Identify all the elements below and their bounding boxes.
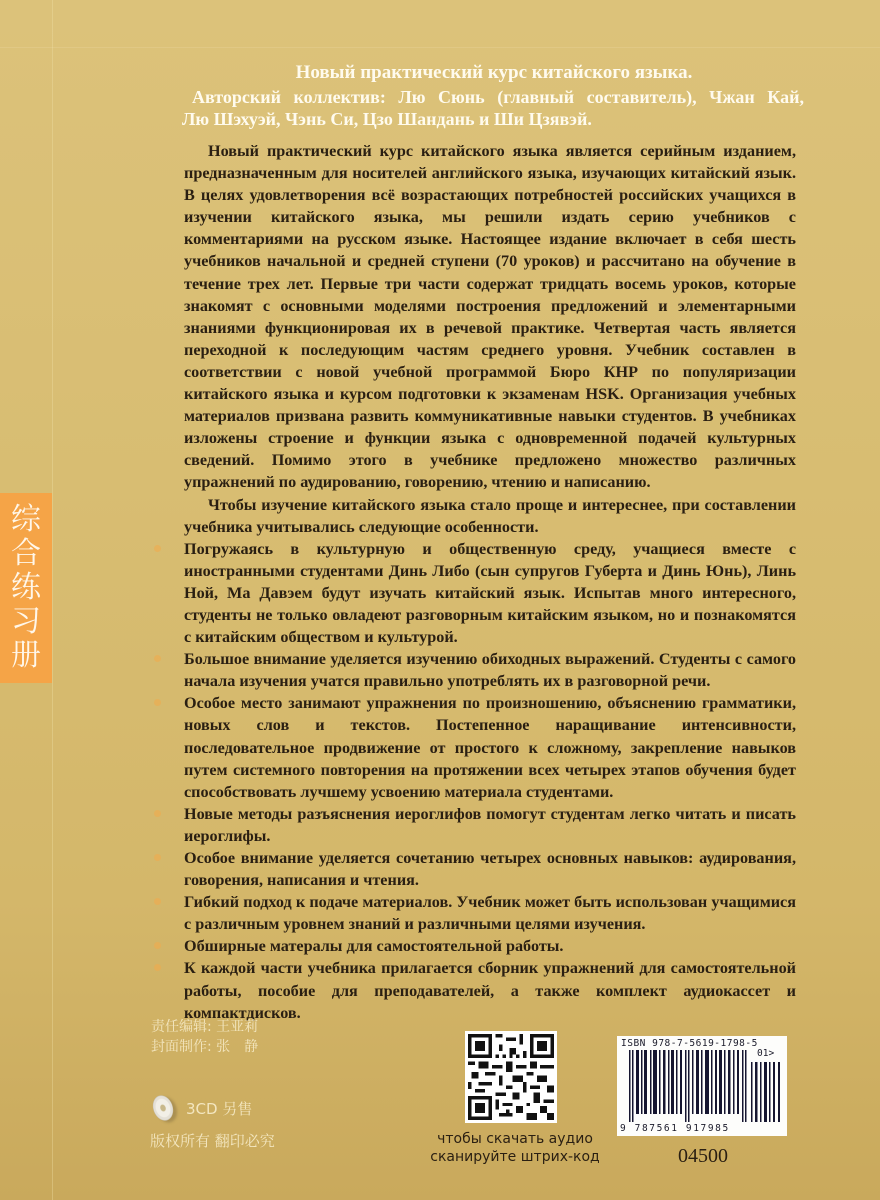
features-intro-paragraph: Чтобы изучение китайского языка стало проще и интереснее, при составлении учебника учитывались следующие особенности.	[184, 495, 796, 536]
side-tab-char: 合	[11, 536, 41, 571]
qr-caption	[425, 1130, 605, 1166]
intro-paragraph: Новый практический курс китайского языка является серийным изданием, предназначенным для носителей английского языка, изучающих китайский язык. В целях удовлетворения всё возрастающих потребностей российских учащихся в изучении китайского языка, мы решили издать серию учебников с комментариями на русском языке. Настоящее издание включает в себя шесть учебников начальной и средней ступени (70 уроков) и рассчитано на обучение в течение трех лет. Первые три части содержат тридцать восемь уроков, которые знакомят с основными моделями построения предложений и элементарными знаниями функционировая их в речевой практике. Четвертая часть является переходной к последующим частям среднего уровня. Учебник составлен в соответствии с новой учебной программой Бюро КНР по популяризации китайского языка и курсом подготовки к экзаменам HSK. Организация учебных материалов призвана развить коммуникативные навыки студентов. В учебниках изложены строение и функции языка с одновременной подачей культурных сведений. Помимо этого в учебнике предложено множество различных упражнений по аудированию, говорению, чтению и написанию.	[184, 142, 796, 492]
barcode-digits: 9 787561 917985	[620, 1123, 730, 1134]
editor-credit: 责任编辑: 王亚莉	[151, 1019, 259, 1035]
copyright-notice: 版权所有 翻印必究	[150, 1132, 275, 1150]
feature-item	[184, 891, 796, 935]
isbn-barcode	[617, 1036, 787, 1136]
feature-text: Особое место занимают упражнения по произношению, объяснению грамматики, новых слов и текстов. Постепенное наращивание интенсивности, последовательное продвижение от простого к сложному, закрепление навыков путем системного повторения на протяжении всех четырех этапов обучения будет способствовать лучшему усвоению материала студентами.	[184, 694, 796, 801]
feature-item	[184, 648, 796, 692]
feature-text: Новые методы разъяснения иероглифов помогут студентам легко читать и писать иероглифы.	[184, 804, 796, 845]
authors-line-1: Авторский коллектив: Лю Сюнь (главный составитель), Чжан Кай,	[192, 87, 804, 107]
spine-fold-line	[52, 0, 53, 1200]
side-tab-char: 习	[11, 604, 41, 639]
barcode-addon-number: 01>	[757, 1048, 775, 1059]
bullet-dot-icon	[154, 699, 161, 706]
barcode-bars-icon	[629, 1050, 747, 1122]
feature-text: Особое внимание уделяется сочетанию четырех основных навыков: аудирования, говорения, написания и чтения.	[184, 849, 796, 890]
qr-code-graphic	[468, 1034, 554, 1120]
feature-item	[184, 935, 796, 957]
bullet-dot-icon	[154, 942, 161, 949]
cd-label: 3CD 另售	[186, 1099, 253, 1118]
qr-code-icon[interactable]	[465, 1031, 557, 1123]
feature-text: Гибкий подход к подаче материалов. Учебник может быть использован учащимися с различным уровнем знаний и различными целями изучения.	[184, 893, 796, 934]
bullet-dot-icon	[154, 964, 161, 971]
qr-caption-line-1: чтобы скачать аудио	[437, 1131, 593, 1147]
bullet-dot-icon	[154, 655, 161, 662]
cd-disc-icon	[149, 1092, 176, 1123]
cover-header	[184, 62, 804, 130]
top-fold-line	[0, 47, 880, 48]
feature-text: Большое внимание уделяется изучению обиходных выражений. Студенты с самого начала изучения учатся правильно употреблять их в разговорной речи.	[184, 650, 796, 691]
authors-line-2: Лю Шэхуэй, Чэнь Си, Цзо Шандань и Ши Цзявэй.	[182, 109, 592, 129]
side-tab-char: 练	[11, 570, 41, 605]
side-tab-char: 册	[11, 638, 41, 673]
cd-notice	[150, 1095, 252, 1121]
side-tab-char: 综	[11, 502, 41, 537]
bullet-dot-icon	[154, 545, 161, 552]
feature-item	[184, 847, 796, 891]
feature-item	[184, 803, 796, 847]
feature-text: К каждой части учебника прилагается сборник упражнений для самостоятельной работы, пособие для преподавателей, а также комплект аудиокассет и компактдисков.	[184, 959, 796, 1022]
qr-caption-line-2: сканируйте штрих-код	[430, 1149, 600, 1165]
side-tab-label	[0, 493, 52, 683]
features-list	[184, 538, 796, 1024]
isbn-number: ISBN 978-7-5619-1798-5	[621, 1038, 758, 1049]
feature-text: Погружаясь в культурную и общественную среду, учащиеся вместе с иностранными студентами Динь Либо (сын супругов Губерта и Динь Юнь), Линь Ной, Ма Давэем будут изучать китайский язык. Испытав много интересного, студенты не только овладеют разговорным китайским языком, но и познакомятся с китайским обществом и культурой.	[184, 539, 796, 647]
bullet-dot-icon	[154, 810, 161, 817]
publisher-credits	[151, 1017, 258, 1057]
barcode-addon-bars-icon	[751, 1062, 781, 1122]
feature-item	[184, 692, 796, 802]
feature-text: Обширные матерaлы для самостоятельной работы.	[184, 937, 564, 956]
book-title: Новый практический курс китайского языка.	[295, 62, 693, 83]
bullet-dot-icon	[154, 854, 161, 861]
feature-item	[184, 538, 796, 648]
description-body	[184, 140, 796, 1024]
cover-design-credit: 封面制作: 张 静	[151, 1039, 259, 1055]
price-code: 04500	[678, 1145, 728, 1167]
bullet-dot-icon	[154, 898, 161, 905]
feature-item	[184, 957, 796, 1023]
